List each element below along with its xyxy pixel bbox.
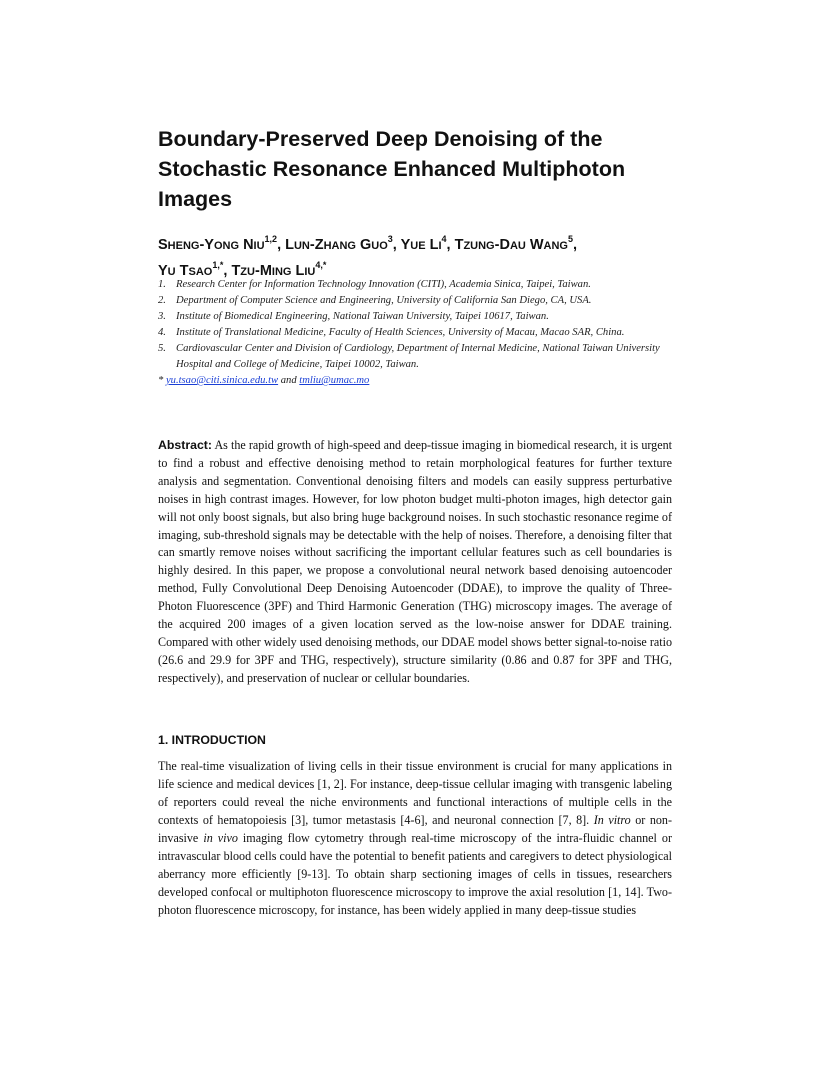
corresponding-contact: * yu.tsao@citi.sinica.edu.tw and tmliu@umac.mo [158,375,370,386]
author-line: SHENG-YONG NIU$^{1,2}$, LUN-ZHANG GUO$^3$, YUE $LI^4$, TZUNG-DAU WANG$^5$, [158,234,578,253]
introduction-text: The real-time visualization of living cells in their tissue environment is crucial for many applications in life science and medical devices [1, 2]. For instance, deep-tissue cellular imaging with transgenic labeling of reporters could reveal the niche environments and functional interactions of multiple cells in the contexts of hematopoiesis [3], tumor metastasis [4-6], and neuronal connection [7, 8]. In vitro or non-invasive in vivo imaging flow cytometry through real-time microscopy of the intra-fluidic channel or intravascular blood cells could have the potential to benefit patients and caregivers to detect physiological aberrancy more efficiently [9-13]. To obtain sharp sectioning images of cells in tissues, researchers developed confocal or multiphoton fluorescence microscopy to improve the axial resolution [1, 14]. Two-photon fluorescence microscopy, for instance, has been widely applied in many deep-tissue studies [158,759,672,917]
email-link-liu[interactable]: tmliu@umac.mo [299,375,370,386]
affiliation-text: Institute of Biomedical Engineering, National Taiwan University, Taipei 10617, Taiwan. [176,311,549,322]
author-affil-sup: 3 [387,234,393,245]
affiliation-list [158,277,672,373]
email-link-tsao[interactable]: yu.tsao@citi.sinica.edu.tw [165,375,279,386]
author-affil-sup: 1,* [212,260,224,271]
affiliation-number: 3. [158,311,166,322]
author-line: YU $TSAO^{1,*}$, TZU-MING $LIU^{4,*}$ [158,260,327,279]
author-affil-sup: 1,2 [264,234,278,245]
author: TZU-MING $LIU^{4,*}$ [231,260,327,279]
author-affil-sup: 4 [441,234,447,245]
author-affil-sup: 5 [568,234,574,245]
affiliation-item [158,293,672,309]
abstract-label: Abstract: [158,438,212,452]
affiliation-text: Department of Computer Science and Engineering, University of California San Diego, CA, USA. [176,295,592,306]
affiliation-item [158,325,672,341]
author: TZUNG-DAU WANG$^5$ [454,234,574,253]
author: YU $TSAO^{1,*}$ [158,260,224,279]
title-line: Images [158,187,233,211]
title-line: Boundary-Preserved Deep Denoising of the [158,127,603,151]
affiliation-number: 1. [158,279,166,290]
abstract [158,437,672,688]
affiliation-item [158,309,672,325]
author: LUN-ZHANG GUO$^3$ [285,234,393,253]
affiliation-item [158,341,672,373]
affiliation-item [158,277,672,293]
affiliation-number: 2. [158,295,166,306]
section-heading: 1. INTRODUCTION [158,733,266,747]
affiliation-text: Cardiovascular Center and Division of Cardiology, Department of Internal Medicine, National Taiwan University Hospital and College of Medicine, Taipei 10002, Taiwan. [176,343,660,370]
author: SHENG-YONG NIU$^{1,2}$ [158,234,278,253]
paper-title [158,124,672,214]
affiliation-text: Institute of Translational Medicine, Faculty of Health Sciences, University of Macau, Macao SAR, China. [176,327,625,338]
affiliation-text: Research Center for Information Technology Innovation (CITI), Academia Sinica, Taipei, Taiwan. [176,279,591,290]
author: YUE $LI^4$ [400,234,447,253]
abstract-text: As the rapid growth of high-speed and deep-tissue imaging in biomedical research, it is urgent to find a robust and effective denoising method to retain morphological features for further texture analysis and segmentation. Conventional denoising filters and models can easily suppress perturbative noises in high contrast images. However, for low photon budget multi-photon images, high detector gain will not only boost signals, but also bring huge background noises. In such stochastic resonance regime of imaging, sub-threshold signals may be detectable with the help of noises. Therefore, a denoising filter that can smartly remove noises without sacrificing the important cellular features such as cell boundaries is highly desired. In this paper, we propose a convolutional neural network based denoising autoencoder method, Fully Convolutional Deep Denoising Autoencoder (DDAE), to improve the quality of Three-Photon Fluorescence (3PF) and Third Harmonic Generation (THG) microscopy images. The average of the acquired 200 images of a given location served as the low-noise answer for DDAE training. Compared with other widely used denoising methods, our DDAE model shows better signal-to-noise ratio (26.6 and 29.9 for 3PF and THG, respectively), structure similarity (0.86 and 0.87 for 3PF and THG, respectively), and preservation of nuclear or cellular boundaries. [158,438,672,685]
title-line: Stochastic Resonance Enhanced Multiphoton [158,157,626,181]
author-affil-sup: 4,* [315,260,327,271]
affiliations [158,277,672,389]
affiliation-number: 4. [158,327,166,338]
affiliation-number: 5. [158,343,166,354]
